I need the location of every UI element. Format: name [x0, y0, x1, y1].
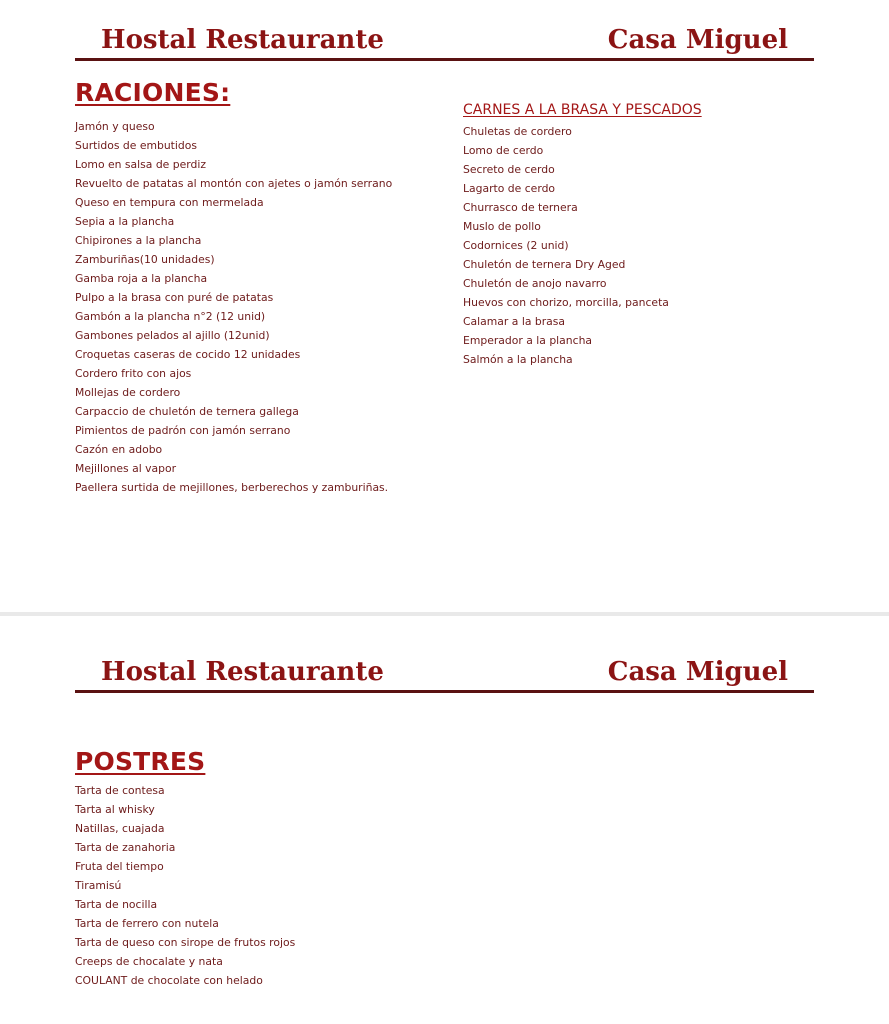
menu-item: Secreto de cerdo — [463, 163, 555, 176]
menu-item: Lomo de cerdo — [463, 144, 544, 157]
raciones-heading: RACIONES: — [75, 78, 231, 107]
menu-item: Natillas, cuajada — [75, 822, 165, 835]
menu-item: Chuletón de anojo navarro — [463, 277, 607, 290]
menu-item: Churrasco de ternera — [463, 201, 578, 214]
menu-item: Pimientos de padrón con jamón serrano — [75, 424, 291, 437]
menu-item: Chuletas de cordero — [463, 125, 572, 138]
menu-item: Tarta de queso con sirope de frutos rojos — [75, 936, 296, 949]
menu-item: Muslo de pollo — [463, 220, 541, 233]
menu-item: Tarta al whisky — [75, 803, 155, 816]
header-divider — [75, 690, 814, 693]
carnes-list — [463, 122, 669, 369]
menu-item: Tarta de contesa — [75, 784, 165, 797]
menu-item: Lomo en salsa de perdiz — [75, 158, 207, 171]
menu-item: Gamba roja a la plancha — [75, 272, 208, 285]
postres-heading: POSTRES — [75, 747, 206, 776]
header-brand-left: Hostal Restaurante — [101, 657, 384, 687]
menu-item: Cordero frito con ajos — [75, 367, 192, 380]
menu-item: Mollejas de cordero — [75, 386, 181, 399]
raciones-list — [75, 117, 392, 497]
menu-item: Codornices (2 unid) — [463, 239, 569, 252]
menu-item: Tarta de zanahoria — [75, 841, 176, 854]
menu-item: Emperador a la plancha — [463, 334, 593, 347]
menu-item: Tiramisú — [75, 879, 122, 892]
menu-item: Sepia a la plancha — [75, 215, 175, 228]
menu-item: Tarta de ferrero con nutela — [75, 917, 219, 930]
menu-item: Tarta de nocilla — [75, 898, 158, 911]
menu-item: Creeps de chocalate y nata — [75, 955, 223, 968]
menu-item: Croquetas caseras de cocido 12 unidades — [75, 348, 301, 361]
menu-item: Jamón y queso — [75, 120, 155, 133]
menu-item: Fruta del tiempo — [75, 860, 164, 873]
header-brand-right: Casa Miguel — [607, 657, 788, 687]
header-divider — [75, 58, 814, 61]
postres-list — [75, 781, 295, 990]
menu-item: Gambones pelados al ajillo (12unid) — [75, 329, 270, 342]
header-brand-right: Casa Miguel — [607, 25, 788, 55]
menu-item: Mejillones al vapor — [75, 462, 177, 475]
carnes-heading: CARNES A LA BRASA Y PESCADOS — [463, 102, 702, 118]
menu-item: Huevos con chorizo, morcilla, panceta — [463, 296, 669, 309]
menu-item: Pulpo a la brasa con puré de patatas — [75, 291, 274, 304]
menu-item: Calamar a la brasa — [463, 315, 566, 328]
menu-item: Carpaccio de chuletón de ternera gallega — [75, 405, 299, 418]
menu-item: Gambón a la plancha n°2 (12 unid) — [75, 310, 266, 323]
menu-item: Chipirones a la plancha — [75, 234, 202, 247]
menu-item: Chuletón de ternera Dry Aged — [463, 258, 626, 271]
header-brand-left: Hostal Restaurante — [101, 25, 384, 55]
menu-item: Zamburiñas(10 unidades) — [75, 253, 215, 266]
menu-item: Cazón en adobo — [75, 443, 163, 456]
menu-item: Paellera surtida de mejillones, berberechos y zamburiñas. — [75, 481, 389, 494]
menu-item: COULANT de chocolate con helado — [75, 974, 263, 987]
menu-item: Revuelto de patatas al montón con ajetes o jamón serrano — [75, 177, 393, 190]
menu-item: Surtidos de embutidos — [75, 139, 197, 152]
menu-item: Lagarto de cerdo — [463, 182, 556, 195]
menu-item: Queso en tempura con mermelada — [75, 196, 264, 209]
menu-item: Salmón a la plancha — [463, 353, 573, 366]
